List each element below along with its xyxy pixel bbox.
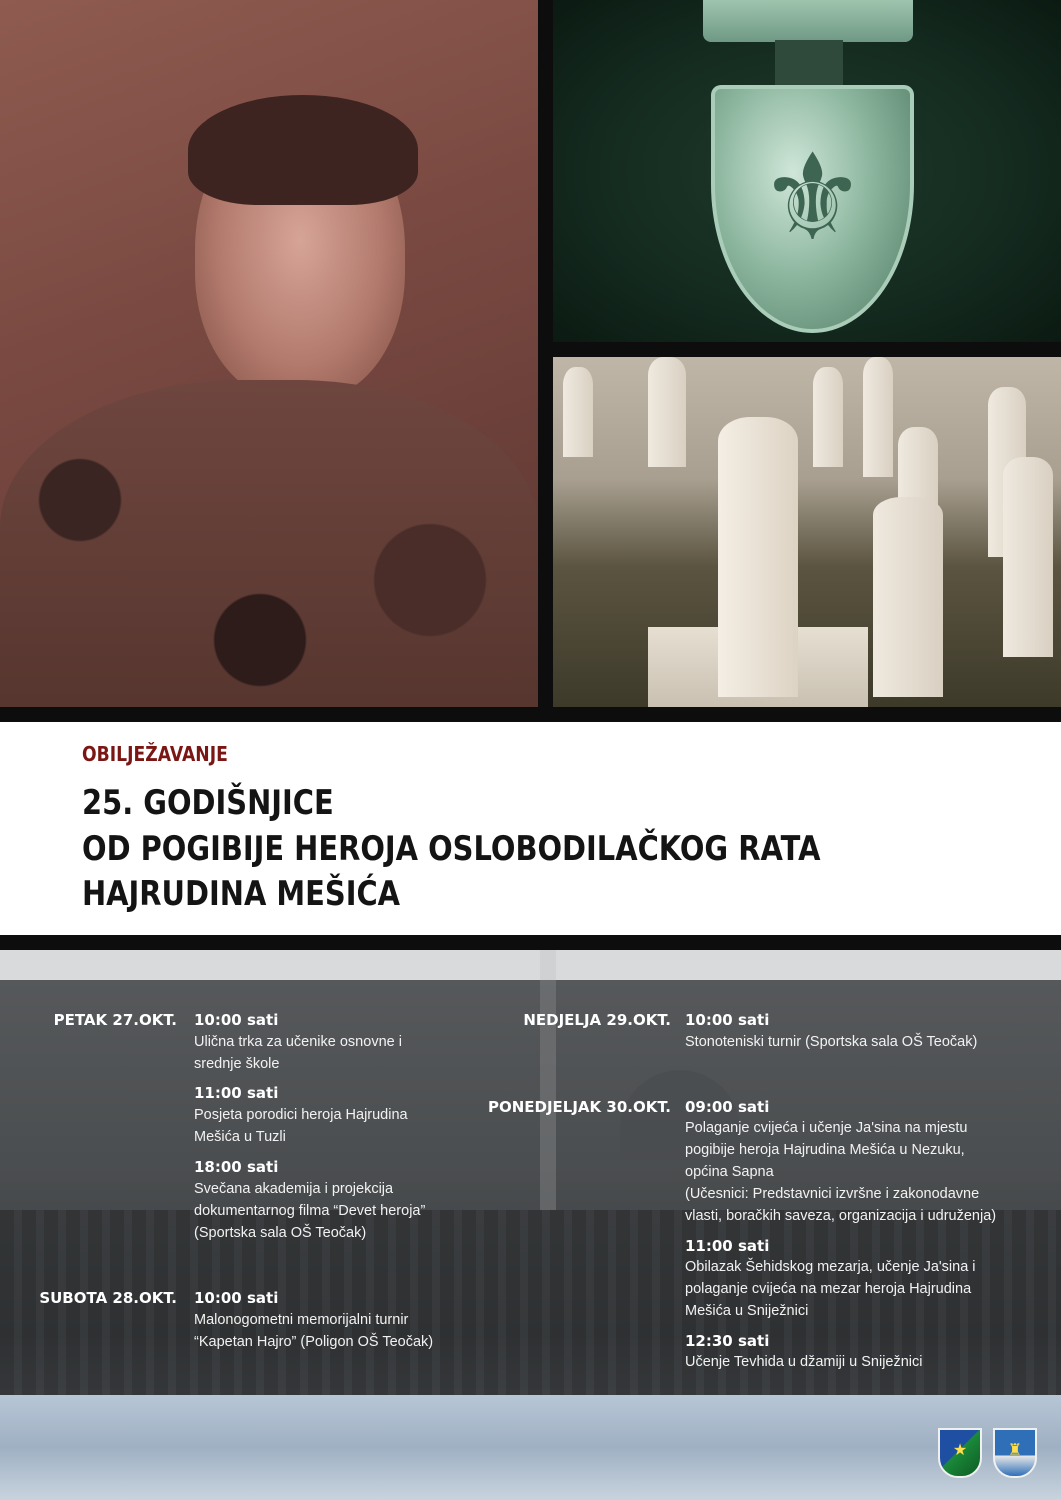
medal-shield bbox=[711, 85, 914, 333]
event-time: 11:00 sati bbox=[194, 1084, 279, 1102]
gravestone bbox=[863, 357, 893, 477]
schedule-day-monday: PONEDJELJAK 30.OKT. bbox=[487, 1098, 671, 1116]
sky-background bbox=[0, 950, 1061, 980]
event-kicker: OBILJEŽAVANJE bbox=[82, 742, 228, 766]
title-line-1: 25. GODIŠNJICE bbox=[82, 783, 334, 823]
castle-icon: ♜ bbox=[1007, 1440, 1023, 1459]
event-description: Polaganje cvijeća i učenje Ja'sina na mjestu pogibije heroja Hajrudina Mešića u Nezuku, općina Sapna (Učesnici: Predstavnici izvršne i zakonodavne vlasti, boračkih saveza, organizacija i udruženja) bbox=[685, 1120, 997, 1224]
title-line-3: HAJRUDINA MEŠIĆA bbox=[82, 874, 401, 914]
gravestone bbox=[1003, 457, 1053, 657]
event-description: Svečana akademija i projekcija dokumentarnog filma “Devet heroja” (Sportska sala OŠ Teočak) bbox=[194, 1181, 426, 1241]
event-time: 10:00 sati bbox=[685, 1011, 770, 1029]
event-description: Učenje Tevhida u džamiji u Sniježnici bbox=[685, 1354, 923, 1370]
medal-crown bbox=[703, 0, 913, 42]
municipality-crest-icon bbox=[993, 1428, 1037, 1478]
schedule-day-sunday: NEDJELJA 29.OKT. bbox=[523, 1011, 671, 1029]
cemetery-photo bbox=[553, 357, 1061, 707]
gravestone bbox=[813, 367, 843, 467]
gravestone bbox=[648, 357, 686, 467]
star-icon: ★ bbox=[952, 1440, 968, 1459]
portrait-camouflage-jacket bbox=[0, 380, 538, 707]
event-description: Stonoteniski turnir (Sportska sala OŠ Teočak) bbox=[685, 1034, 978, 1050]
gravestone bbox=[873, 497, 943, 697]
event-description: Malonogometni memorijalni turnir “Kapetan Hajro” (Poligon OŠ Teočak) bbox=[194, 1312, 434, 1350]
title-line-2: OD POGIBIJE HEROJA OSLOBODILAČKOG RATA bbox=[82, 829, 821, 869]
schedule-day-friday: PETAK 27.OKT. bbox=[53, 1011, 177, 1029]
coat-of-arms-icon bbox=[938, 1428, 982, 1478]
ground bbox=[0, 1395, 1061, 1500]
event-time: 10:00 sati bbox=[194, 1011, 279, 1029]
event-time: 10:00 sati bbox=[194, 1289, 279, 1307]
portrait-hair bbox=[188, 95, 418, 205]
event-description: Ulična trka za učenike osnovne i srednje škole bbox=[194, 1034, 402, 1072]
schedule-day-saturday: SUBOTA 28.OKT. bbox=[39, 1289, 177, 1307]
portrait-photo bbox=[0, 0, 538, 707]
hero-gravestone bbox=[718, 417, 798, 697]
event-description: Obilazak Šehidskog mezarja, učenje Ja'sina i polaganje cvijeća na mezar heroja Hajrudina Mešića u Sniježnici bbox=[685, 1259, 976, 1319]
fleur-de-lis-icon: ⚜ bbox=[758, 129, 867, 268]
event-description: Posjeta porodici heroja Hajrudina Mešića u Tuzli bbox=[194, 1107, 408, 1145]
medal-photo bbox=[553, 0, 1061, 342]
gravestone bbox=[563, 367, 593, 457]
event-time: 18:00 sati bbox=[194, 1158, 279, 1176]
event-time: 12:30 sati bbox=[685, 1332, 770, 1350]
event-time: 09:00 sati bbox=[685, 1098, 770, 1116]
event-time: 11:00 sati bbox=[685, 1237, 770, 1255]
